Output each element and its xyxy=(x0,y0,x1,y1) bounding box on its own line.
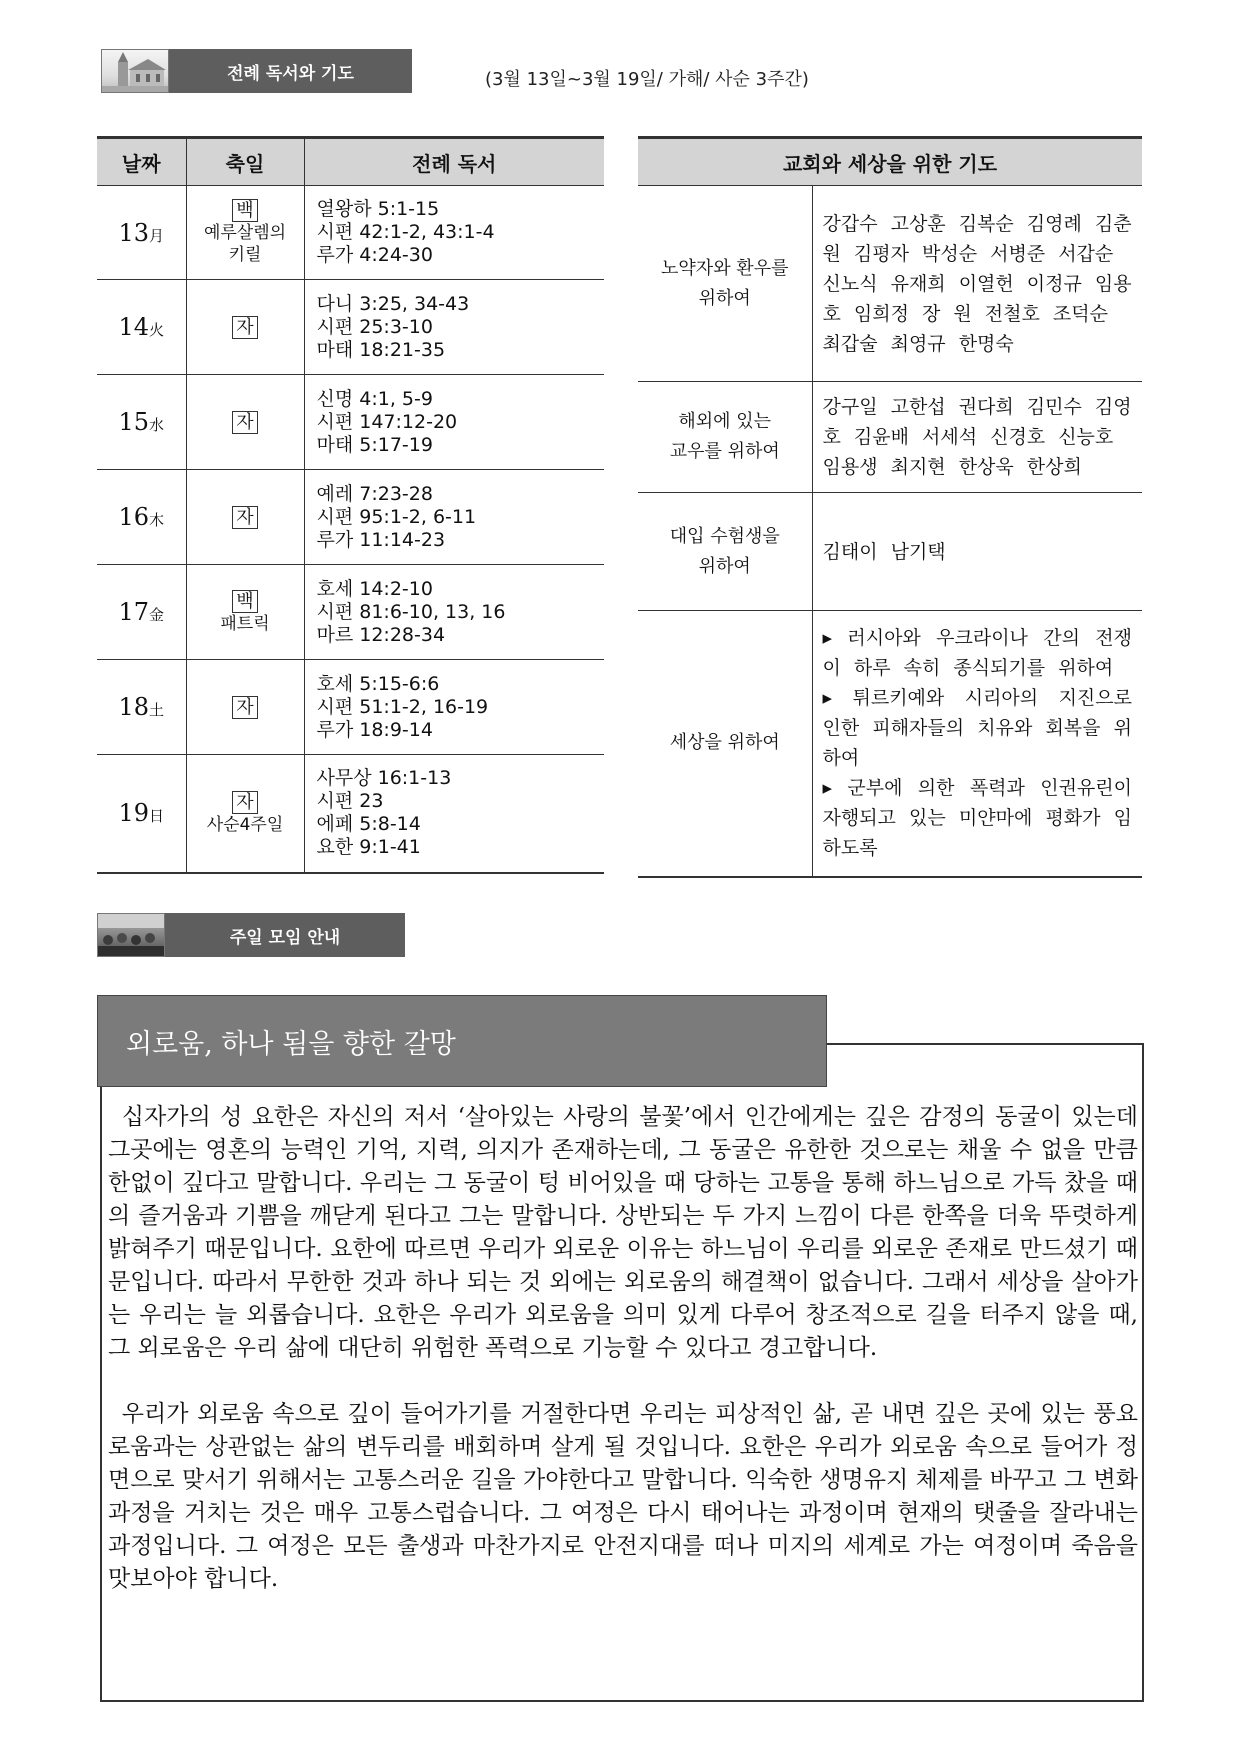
essay-paragraph: 십자가의 성 요한은 자신의 저서 ‘살아있는 사랑의 불꽃’에서 인간에게는 깊은 감정의 동굴이 있는데 그곳에는 영혼의 능력인 기억, 지력, 의지가 존재하는데, 그 동굴은 유한한 것으로는 채울 수 없을 만큼 한없이 깊다고 말합니다. 우리는 그 동굴이 텅 비어있을 때 당하는 고통을 통해 하느님으로 가득 찼을 때의 즐거움과 기쁨을 깨닫게 된다고 그는 말합니다. 상반되는 두 가지 느낌이 다른 한쪽을 더욱 뚜렷하게 밝혀주기 때문입니다. 요한에 따르면 우리가 외로운 이유는 하느님이 우리를 외로운 존재로 만드셨기 때문입니다. 따라서 무한한 것과 하나 되는 것 외에는 외로움의 해결책이 없습니다. 그래서 세상을 살아가는 우리는 늘 외롭습니다. 요한은 우리가 외로움을 의미 있게 다루어 창조적으로 길을 터주지 않을 때, 그 외로움은 우리 삶에 대단히 위험한 폭력으로 기능할 수 있다고 경고합니다. xyxy=(108,1104,1138,1361)
column-header-feast: 축일 xyxy=(186,138,304,186)
readings-cell: 다니 3:25, 34-43 시편 25:3-10 마태 18:21-35 xyxy=(304,280,604,375)
liturgical-color-badge: 자 xyxy=(232,506,257,529)
gathering-photo xyxy=(97,913,165,957)
liturgy-table xyxy=(97,136,604,874)
prayer-row xyxy=(638,611,1142,877)
feast-cell xyxy=(186,280,304,375)
readings-cell: 사무상 16:1-13 시편 23 에페 5:8-14 요한 9:1-41 xyxy=(304,755,604,873)
section-title: 주일 모임 안내 xyxy=(165,913,405,957)
prayer-row xyxy=(638,382,1142,493)
feast-cell xyxy=(186,375,304,470)
prayer-names: 강갑수 고상훈 김복순 김영례 김춘원 김평자 박성순 서병준 서갑순 신노식 유재희 이열헌 이정규 임용호 임희정 장 원 전철호 조덕순 최갑술 최영규 한명숙 xyxy=(812,186,1142,382)
date-cell: 19日 xyxy=(97,755,186,873)
liturgical-color-badge: 자 xyxy=(232,696,257,719)
readings-cell: 예레 7:23-28 시편 95:1-2, 6-11 루가 11:14-23 xyxy=(304,470,604,565)
prayer-category: 대입 수험생을 위하여 xyxy=(638,493,812,611)
table-row xyxy=(97,755,604,873)
prayer-intentions xyxy=(812,611,1142,877)
liturgical-color-badge: 자 xyxy=(232,316,257,339)
prayer-header: 교회와 세상을 위한 기도 xyxy=(638,138,1142,186)
prayer-category: 세상을 위하여 xyxy=(638,611,812,877)
readings-cell: 열왕하 5:1-15 시편 42:1-2, 43:1-4 루가 4:24-30 xyxy=(304,186,604,280)
liturgical-color-badge: 백 xyxy=(232,590,257,613)
essay-title: 외로움, 하나 됨을 향한 갈망 xyxy=(97,995,827,1087)
table-row xyxy=(97,660,604,755)
date-cell: 17金 xyxy=(97,565,186,660)
section-header-liturgy xyxy=(101,49,412,93)
prayer-bullet: ▸ 튀르키예와 시리아의 지진으로 인한 피해자들의 치유와 회복을 위하여 xyxy=(822,687,1132,770)
feast-cell: 백 패트릭 xyxy=(186,565,304,660)
liturgical-color-badge: 자 xyxy=(232,791,257,814)
column-header-date: 날짜 xyxy=(97,138,186,186)
date-cell: 13月 xyxy=(97,186,186,280)
church-photo xyxy=(101,49,169,93)
liturgical-color-badge: 백 xyxy=(232,199,257,222)
prayer-row xyxy=(638,186,1142,382)
readings-cell: 호세 14:2-10 시편 81:6-10, 13, 16 마르 12:28-34 xyxy=(304,565,604,660)
table-row xyxy=(97,280,604,375)
prayer-table xyxy=(638,136,1142,878)
feast-cell: 백 예루살렘의 키릴 xyxy=(186,186,304,280)
prayer-names: 강구일 고한섭 권다희 김민수 김영호 김윤배 서세석 신경호 신능호 임용생 최지현 한상욱 한상희 xyxy=(812,382,1142,493)
prayer-category: 노약자와 환우를 위하여 xyxy=(638,186,812,382)
section-header-sunday xyxy=(97,913,405,957)
liturgical-color-badge: 자 xyxy=(232,411,257,434)
essay-paragraph: 우리가 외로움 속으로 깊이 들어가기를 거절한다면 우리는 피상적인 삶, 곧 내면 깊은 곳에 있는 풍요로움과는 상관없는 삶의 변두리를 배회하며 살게 될 것입니다. 요한은 우리가 외로움 속으로 들어가 정면으로 맞서기 위해서는 고통스러운 길을 가야한다고 말합니다. 익숙한 생명유지 체제를 바꾸고 그 변화과정을 거치는 것은 매우 고통스럽습니다. 그 여정은 다시 태어나는 과정이며 현재의 탯줄을 잘라내는 과정입니다. 그 여정은 모든 출생과 마찬가지로 안전지대를 떠나 미지의 세계로 가는 여정이며 죽음을 맛보아야 합니다. xyxy=(108,1401,1138,1592)
prayer-bullet: ▸ 군부에 의한 폭력과 인권유린이 자행되고 있는 미얀마에 평화가 임하도록 xyxy=(822,777,1132,860)
table-row xyxy=(97,565,604,660)
feast-cell xyxy=(186,660,304,755)
period-text: (3월 13일~3월 19일/ 가해/ 사순 3주간) xyxy=(485,69,809,90)
prayer-bullet: ▸ 러시아와 우크라이나 간의 전쟁이 하루 속히 종식되기를 위하여 xyxy=(822,627,1132,680)
readings-cell: 호세 5:15-6:6 시편 51:1-2, 16-19 루가 18:9-14 xyxy=(304,660,604,755)
prayer-names: 김태이 남기택 xyxy=(812,493,1142,611)
date-cell: 14火 xyxy=(97,280,186,375)
essay-body xyxy=(108,1101,1138,1596)
column-header-readings: 전례 독서 xyxy=(304,138,604,186)
feast-cell xyxy=(186,470,304,565)
readings-cell: 신명 4:1, 5-9 시편 147:12-20 마태 5:17-19 xyxy=(304,375,604,470)
prayer-row xyxy=(638,493,1142,611)
feast-cell: 자 사순4주일 xyxy=(186,755,304,873)
table-row xyxy=(97,470,604,565)
table-row xyxy=(97,375,604,470)
date-cell: 18土 xyxy=(97,660,186,755)
date-cell: 16木 xyxy=(97,470,186,565)
prayer-category: 해외에 있는 교우를 위하여 xyxy=(638,382,812,493)
date-cell: 15水 xyxy=(97,375,186,470)
section-title: 전례 독서와 기도 xyxy=(169,49,412,93)
table-row xyxy=(97,186,604,280)
